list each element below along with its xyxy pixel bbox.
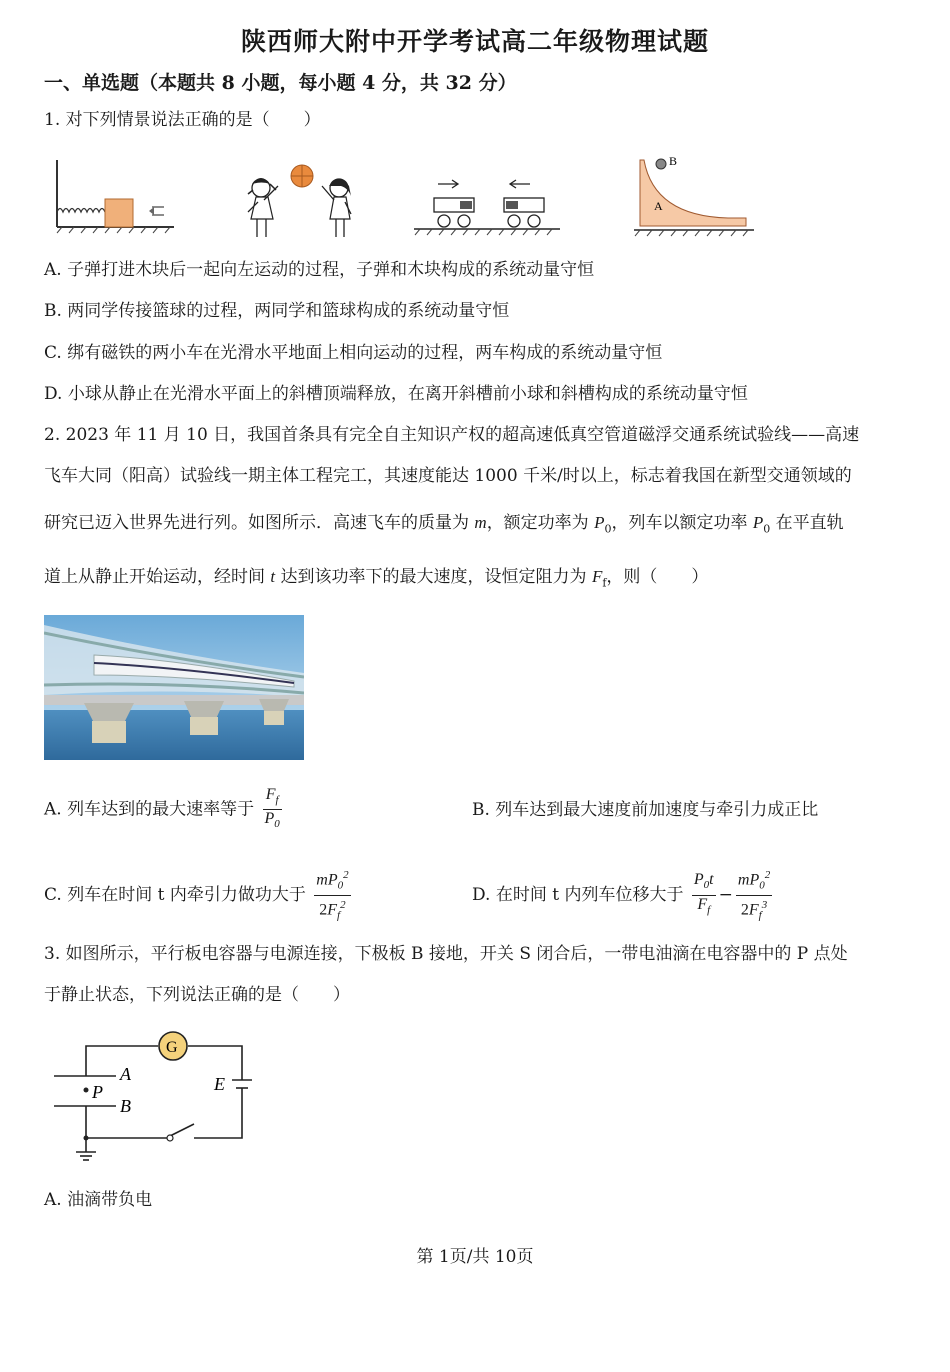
fraction-mp02-over-2ff2: $\frac{mP_0^2}{2F_f^2}$: [314, 866, 350, 924]
slope-label-b: B: [669, 154, 678, 168]
q1-option-b: B. 两同学传接篮球的过程，两同学和篮球构成的系统动量守恒: [44, 301, 510, 321]
q2-maglev-train-image: [44, 615, 304, 760]
q1-option-c: C. 绑有磁铁的两小车在光滑水平地面上相向运动的过程，两车构成的系统动量守恒: [44, 343, 663, 363]
q2-line-1: 2. 2023 年 11 月 10 日，我国首条具有完全自主知识产权的超高速低真空管道磁浮交通系统试验线——高速: [44, 425, 860, 445]
q2-line-2: 飞车大同（阳高）试验线一期主体工程完工，其速度能达 1000 千米/时以上，标志着我国在新型交通领域的: [44, 466, 852, 486]
q2-option-b: B. 列车达到最大速度前加速度与牵引力成正比: [472, 800, 819, 820]
q1-stem: 1. 对下列情景说法正确的是（ ）: [44, 110, 321, 130]
q3-line-1: 3. 如图所示，平行板电容器与电源连接，下极板 B 接地，开关 S 闭合后，一带电油滴在电容器中的 P 点处: [44, 944, 848, 964]
q2-option-d: D. 在时间 t 内列车位移大于 $\frac{P_0t}{F_f}$ − $\frac{mP_0^2}{2F_f^3}$: [472, 866, 775, 924]
q2-option-a: A. 列车达到的最大速率等于 $\frac{F_f}{P_0}$: [44, 786, 285, 833]
point-p-label: P: [92, 1082, 103, 1102]
fraction-p0t-over-ff: $\frac{P_0t}{F_f}$: [693, 871, 714, 916]
q3-line-2: 于静止状态，下列说法正确的是（ ）: [44, 985, 350, 1005]
q1-figure-students-basketball: [228, 160, 368, 242]
page-title: 陕西师大附中开学考试高二年级物理试题: [240, 27, 709, 56]
q2-option-c: C. 列车在时间 t 内牵引力做功大于 $\frac{mP_0^2}{2F_f^2}$: [44, 866, 354, 924]
fraction-mp02-over-2ff3: $\frac{mP_0^2}{2F_f^3}$: [736, 866, 772, 924]
q1-option-d: D. 小球从静止在光滑水平面上的斜槽顶端释放，在离开斜槽前小球和斜槽构成的系统动量守恒: [44, 384, 748, 404]
galvanometer-label: G: [166, 1039, 178, 1056]
q2-line-3: 研究已迈入世界先进行列。如图所示．高速飞车的质量为 m，额定功率为 $P_0$，列车以额定功率 $P_0$ 在平直轨: [44, 513, 844, 536]
q3-capacitor-circuit: [44, 1028, 264, 1168]
q1-figure-magnet-carts: [412, 178, 562, 240]
slope-label-a: A: [654, 199, 663, 213]
emf-e-label: E: [214, 1074, 225, 1094]
q3-option-a: A. 油滴带负电: [44, 1190, 153, 1210]
plate-b-label: B: [120, 1096, 131, 1116]
section-heading: 一、单选题（本题共 8 小题，每小题 4 分，共 32 分）: [44, 72, 517, 94]
page-footer: 第 1页/共 10页: [416, 1247, 534, 1267]
q1-figure-spring-block: [52, 155, 177, 235]
q1-figure-ball-slope: [632, 150, 757, 238]
plate-a-label: A: [120, 1064, 131, 1084]
fraction-ff-over-p0: $\frac{F_f}{P_0}$: [264, 786, 280, 831]
q1-option-a: A. 子弹打进木块后一起向左运动的过程，子弹和木块构成的系统动量守恒: [44, 260, 595, 280]
q2-line-4: 道上从静止开始运动，经时间 t 达到该功率下的最大速度，设恒定阻力为 $F_f$，则（ ）: [44, 567, 709, 590]
